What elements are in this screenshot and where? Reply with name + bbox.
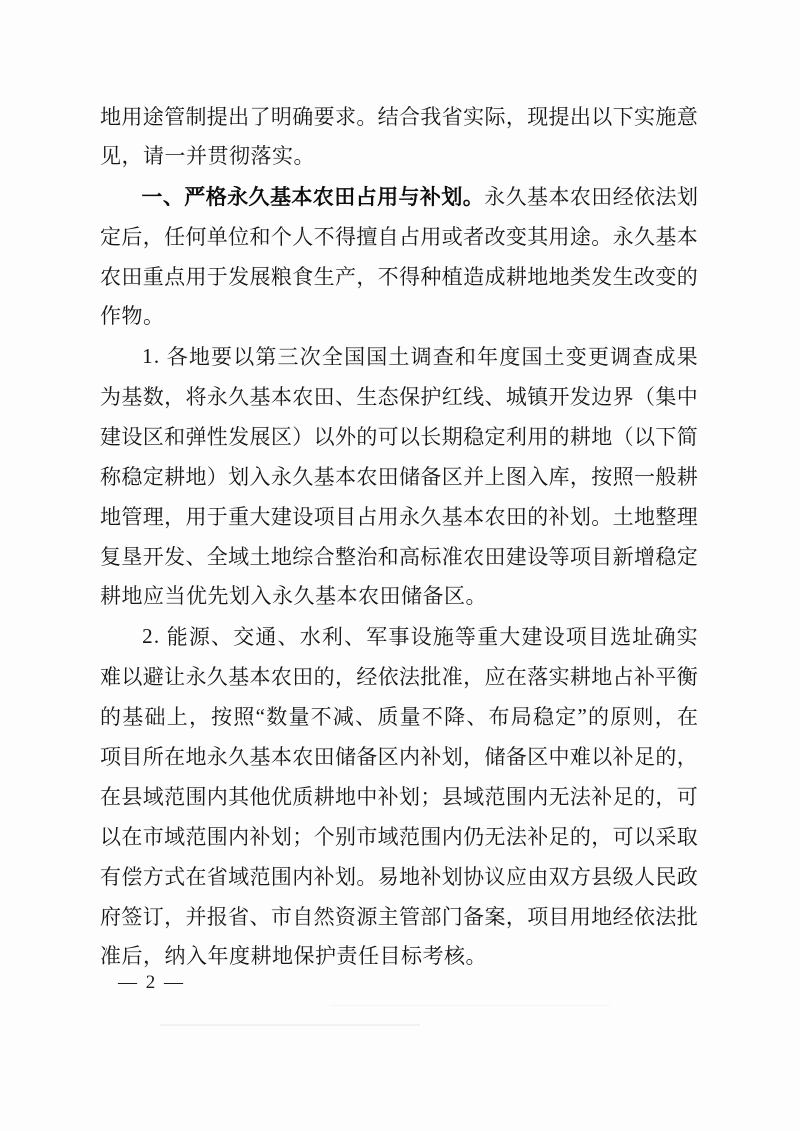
numbered-item-line: 1 . 各 地 要 以 第 三 次 全 国 国 土 调 查 和 年 度 国 土 变 更 调 查 成 果 (142, 343, 698, 369)
numbered-item-line: 2 . 能 源 、 交 通 、 水 利 、 军 事 设 施 等 重 大 建 设 项 目 选 址 确 实 (142, 623, 698, 649)
text-line: 作物。 (100, 304, 165, 328)
text-line: 耕地应当优先划入永久基本农田储备区。 (100, 584, 487, 608)
text-line: 以 在 市 域 范 围 内 补 划 ； 个 别 市 域 范 围 内 仍 无 法 补 足 的 ， 可 以 采 取 (100, 825, 698, 849)
text-line: 农 田 重 点 用 于 发 展 粮 食 生 产 ， 不 得 种 植 造 成 耕 地 地 类 发 生 改 变 的 (100, 265, 698, 289)
text-line: 复 垦 开 发 、 全 域 土 地 综 合 整 治 和 高 标 准 农 田 建 设 等 项 目 新 增 稳 定 (100, 545, 698, 569)
text-line: 称 稳 定 耕 地 ） 划 入 永 久 基 本 农 田 储 备 区 并 上 图 入 库 ， 按 照 一 般 耕 (100, 465, 698, 489)
text-line: 为 基 数 ， 将 永 久 基 本 农 田 、 生 态 保 护 红 线 、 城 镇 开 发 边 界 （ 集 中 (100, 385, 698, 409)
text-line: 建 设 区 和 弹 性 发 展 区 ） 以 外 的 可 以 长 期 稳 定 利 用 的 耕 地 （ 以 下 简 (100, 425, 698, 449)
text-line: 定 后 ， 任 何 单 位 和 个 人 不 得 擅 自 占 用 或 者 改 变 其 用 途 。 永 久 基 本 (100, 225, 698, 249)
text-line: 难 以 避 让 永 久 基 本 农 田 的 ， 经 依 法 批 准 ， 应 在 落 实 耕 地 占 补 平 衡 (100, 665, 698, 689)
scan-noise (330, 1005, 610, 1006)
page-number: — 2 — (118, 972, 185, 993)
document-body (100, 96, 698, 976)
text-line: 有 偿 方 式 在 省 域 范 围 内 补 划 。 易 地 补 划 协 议 应 由 双 方 县 级 人 民 政 (100, 865, 698, 889)
scan-noise (160, 1024, 420, 1026)
text-line: 地 用 途 管 制 提 出 了 明 确 要 求 。 结 合 我 省 实 际 ， 现 提 出 以 下 实 施 意 (100, 105, 698, 129)
text-line: 见，请一并贯彻落实。 (100, 144, 315, 168)
section-heading-line: 一 、 严 格 永 久 基 本 农 田 占 用 与 补 划 。 永 久 基 本 农 田 经 依 法 划 (141, 185, 698, 209)
text-line: 地 管 理 ， 用 于 重 大 建 设 项 目 占 用 永 久 基 本 农 田 的 补 划 。 土 地 整 理 (100, 505, 698, 529)
text-line: 准后，纳入年度耕地保护责任目标考核。 (100, 944, 487, 968)
text-line: 项 目 所 在 地 永 久 基 本 农 田 储 备 区 内 补 划 ， 储 备 区 中 难 以 补 足 的 ， (100, 745, 698, 769)
text-line: 在 县 域 范 围 内 其 他 优 质 耕 地 中 补 划 ； 县 域 范 围 内 无 法 补 足 的 ， 可 (100, 785, 698, 809)
text-line: 府 签 订 ， 并 报 省 、 市 自 然 资 源 主 管 部 门 备 案 ， 项 目 用 地 经 依 法 批 (100, 905, 698, 929)
text-line: 的 基 础 上 ， 按 照 “ 数 量 不 减 、 质 量 不 降 、 布 局 稳 定 ” 的 原 则 ， 在 (100, 703, 698, 729)
